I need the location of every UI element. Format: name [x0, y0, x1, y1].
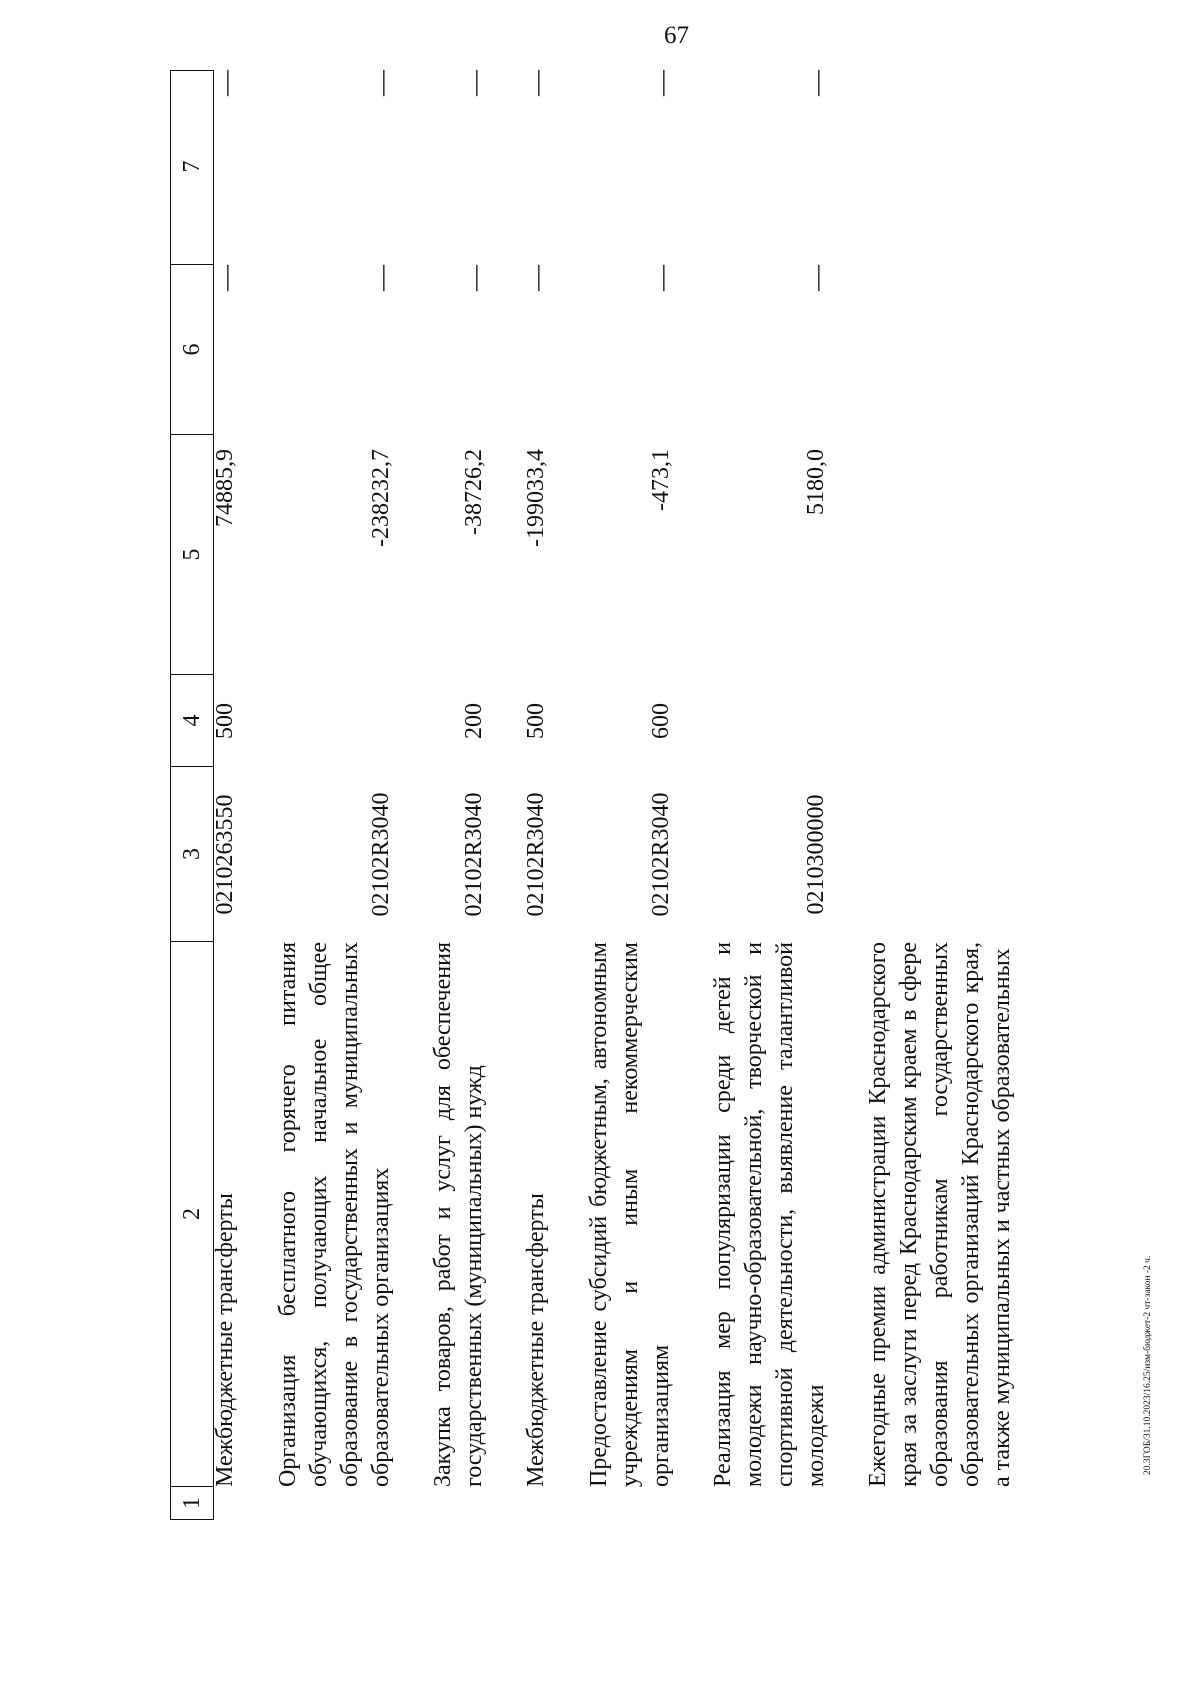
row-name: Предоставление субсидий бюджетным, автономным учреждениям и иным некоммерческим организациям [586, 942, 674, 1487]
row-name: Ежегодные премии администрации Краснодарского края за заслуги перед Краснодарским краем в сфере образования работникам государственных образовательных организаций Краснодарского края, а также муниципальных и частных образовательных [865, 942, 1015, 1487]
row-col6: — [522, 265, 551, 291]
row-code: 02102R3040 [523, 792, 549, 917]
row-col7: — [802, 70, 831, 96]
row-code: 02102R3040 [368, 792, 394, 917]
header-col-7: 7 [178, 160, 205, 173]
row-col6: — [802, 265, 831, 291]
header-col-3: 3 [171, 766, 213, 941]
row-col7: — [211, 70, 240, 96]
row-code: 02102R3040 [648, 792, 674, 917]
row-col6: — [211, 265, 240, 291]
row-name: Организация бесплатного горячего питания обучающихся, получающих начальное общее образование в государственных и муниципальных образовательных организациях [275, 942, 394, 1487]
row-code: 0210263550 [212, 794, 238, 915]
row-amount: 74885,9 [212, 449, 238, 527]
header-col-1: 1 [171, 1486, 213, 1519]
row-amount: -199033,4 [523, 449, 549, 547]
row-col7: — [367, 70, 396, 96]
row-name: Межбюджетные трансферты [523, 1193, 549, 1487]
row-type: 500 [212, 703, 238, 739]
header-col-6: 6 [171, 264, 213, 434]
row-col7: — [522, 70, 551, 96]
row-col6: — [460, 265, 489, 291]
header-col-2: 2 [171, 941, 213, 1486]
row-amount: 5180,0 [803, 449, 829, 515]
row-type: 200 [461, 703, 487, 739]
page-number: 67 [664, 22, 689, 49]
row-col7: — [460, 70, 489, 96]
row-name: Закупка товаров, работ и услуг для обеспечения государственных (муниципальных) нужд [430, 942, 487, 1487]
budget-table [170, 70, 1090, 1520]
footer-code: 20.3ГОБ/31.10.2023/16.25/изм-бюджет-2 чт-закон -2 ч. [1143, 1255, 1153, 1475]
table-header-row [170, 70, 214, 1520]
row-name: Реализация мер популяризации среди детей и молодежи научно-образовательной, творческой и спортивной деятельности, выявление талантливой молодежи [710, 942, 829, 1487]
row-name: Межбюджетные трансферты [212, 1193, 238, 1487]
row-code: 02102R3040 [461, 792, 487, 917]
row-col7: — [647, 70, 676, 96]
row-type: 600 [648, 703, 674, 739]
header-col-4: 4 [171, 674, 213, 766]
row-code: 0210300000 [803, 794, 829, 915]
row-type: 500 [523, 703, 549, 739]
row-col6: — [647, 265, 676, 291]
row-amount: -38726,2 [461, 449, 487, 535]
row-amount: -473,1 [648, 449, 674, 511]
row-amount: -238232,7 [368, 449, 394, 547]
row-col6: — [367, 265, 396, 291]
header-col-5: 5 [171, 434, 213, 674]
